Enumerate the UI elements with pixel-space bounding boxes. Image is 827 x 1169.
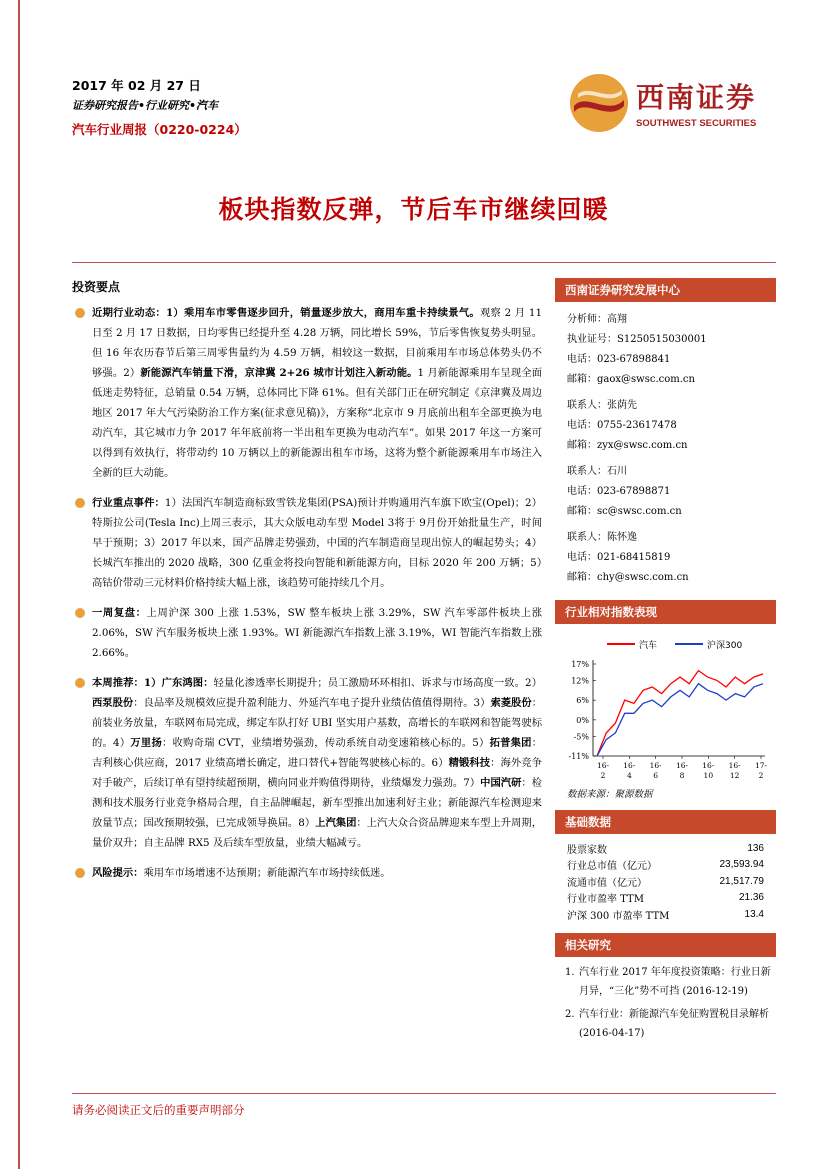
x-tick-label: 16-	[728, 761, 741, 770]
left-accent-bar	[18, 0, 20, 1169]
row-value: 13.4	[744, 908, 764, 920]
x-tick-label: 2	[600, 771, 606, 780]
bullet-bold-text: 西泵股份	[92, 697, 134, 709]
report-date: 2017 年 02 月 27 日	[72, 78, 201, 93]
legend-label-auto: 汽车	[639, 641, 658, 651]
related-item-date: (2016-12-19)	[679, 985, 748, 997]
summary-bullets	[72, 303, 542, 883]
index-chart	[555, 624, 776, 784]
summary-bullet	[72, 303, 542, 483]
summary-bullet	[72, 673, 542, 853]
contact-line: 邮箱：chy@swsc.com.cn	[567, 572, 689, 583]
contact-line: 联系人：陈怀逸	[567, 532, 637, 543]
bullet-bold-text: 万里扬	[130, 737, 162, 749]
row-value: 136	[747, 842, 764, 854]
table-row	[555, 890, 776, 907]
basic-data-table	[555, 840, 776, 923]
x-tick-label: 16-	[623, 761, 636, 770]
row-label: 流通市值（亿元）	[567, 877, 647, 889]
legend-label-hs300: 沪深300	[707, 641, 743, 651]
bullet-bold-text: 精锻科技	[448, 757, 491, 769]
x-tick-label: 17-	[754, 761, 768, 770]
row-value: 21.36	[738, 892, 764, 904]
related-research-list	[555, 963, 776, 1043]
contact-group	[567, 310, 776, 390]
row-label: 行业总市值（亿元）	[567, 861, 657, 873]
related-heading: 相关研究	[555, 933, 776, 957]
bullet-text: 轻量化渗透率长期提升；员工激励环环相扣、诉求与市场高度一致。2）	[213, 677, 542, 689]
contact-line: 电话：021-68415819	[567, 552, 671, 563]
bullet-bold-text: 本周推荐：1）广东鸿图：	[92, 677, 214, 689]
chart-source: 数据来源：聚源数据	[567, 789, 653, 800]
bullet-bold-text: 中国汽研	[480, 777, 522, 789]
divider	[72, 262, 776, 263]
bullet-text: ：良品率及规模效应提升盈利能力、外延汽车电子提升业绩估值值得期待。3）	[133, 697, 491, 709]
bullet-text: ：检测和技术服务行业竞争格局合理，自主品牌崛起，新车型推出加速利好主业；新能源汽车检测迎来放量节点；国改预期较强，已完成领导换届。8）	[92, 777, 542, 829]
bullet-text: 上周沪深 300 上涨 1.53%，SW 整车板块上涨 3.29%，SW 汽车零部件板块上涨 2.06%，SW 汽车服务板块上涨 1.93%。WI 新能源汽车指数上涨 3.19%，WI 智能汽车指数上涨 2.66%。	[92, 607, 542, 659]
index-chart-svg	[555, 624, 776, 784]
series-line-hs300	[597, 684, 763, 756]
bullet-text: ：上汽大众合资品牌迎来车型上升周期，量价双升；自主品牌 RX5 及后续车型放量，业绩大幅减亏。	[92, 817, 542, 849]
x-tick-label: 8	[679, 771, 685, 780]
contact-line: 联系人：张荫先	[567, 400, 637, 411]
related-item-number: 2.	[565, 1008, 575, 1020]
bullet-bold-text: 上汽集团	[315, 817, 357, 829]
bullet-bold-text: 新能源汽车销量下滑，京津冀 2+26 城市计划注入新动能。	[140, 367, 418, 379]
index-chart-heading: 行业相对指数表现	[555, 600, 776, 624]
bullet-text: ：前装业务放量，车联网布局完成，绑定车队打好 UBI 坚实用户基数，高增长的车联网和智能驾驶标的。4）	[92, 697, 542, 749]
table-row	[555, 857, 776, 874]
bullet-text: ：收购奇瑞 CVT，业绩增势强劲，传动系统自动变速箱核心标的。5）	[161, 737, 490, 749]
table-row	[555, 873, 776, 890]
footer-divider	[72, 1093, 776, 1094]
bullet-text: 1 月新能源乘用车呈现全面低迷走势特征，总销量 0.54 万辆，总体同比下降 61%。但有关部门正在研究制定《京津冀及周边地区 2017 年大气污染防治工作方案(征求意见稿)》，方案称“北京市 9 月底前出租车全部更换为电动汽车，其它城市力争 2017 年年底前将一半出租车更换为电动汽车”。如果 2017 年这一方案可以得到有效执行，将带动约 10 万辆以上的新能源出租车市场，这将为整个新能源乘用车市场注入全新的巨大动能。	[92, 367, 542, 479]
contact-line: 电话：0755-23617478	[567, 420, 677, 431]
contact-line: 邮箱：zyx@swsc.com.cn	[567, 440, 688, 451]
analyst-contacts	[555, 310, 776, 588]
company-logo	[568, 72, 768, 138]
related-item-number: 1.	[565, 966, 575, 978]
x-tick-label: 10	[703, 771, 714, 780]
x-tick-label: 16-	[649, 761, 662, 770]
basic-data-heading: 基础数据	[555, 810, 776, 834]
bullet-bold-text: 行业重点事件：	[92, 497, 165, 509]
x-tick-label: 4	[626, 771, 632, 780]
weekly-title: 汽车行业周报（0220-0224）	[72, 122, 247, 137]
bullet-text: ：海外竞争对手破产，后续订单有望持续超预期，横向同业并购值得期待，业绩爆发力强劲。7）	[92, 757, 543, 789]
related-item-title: 汽车行业 2017 年年度投资策略：行业日新月异，“三化”势不可挡	[579, 966, 771, 997]
y-tick-label: 6%	[576, 696, 589, 706]
contact-line: 电话：023-67898871	[567, 486, 671, 497]
related-item[interactable]	[555, 1005, 776, 1043]
contact-group	[567, 528, 776, 588]
contact-line: 联系人：石川	[567, 466, 627, 477]
bullet-bold-text: 拓普集团	[489, 737, 532, 749]
contact-group	[567, 462, 776, 522]
row-label: 股票家数	[567, 844, 607, 856]
bullet-bold-text: 近期行业动态：1）乘用车市零售逐步回升，销量逐步放大，商用车重卡持续景气。	[92, 307, 480, 319]
investment-summary	[72, 278, 542, 893]
y-tick-label: 12%	[571, 676, 589, 686]
bullet-bold-text: 一周复盘：	[92, 607, 147, 619]
x-tick-label: 2	[758, 771, 764, 780]
logo-cn-text: 西南证券	[636, 81, 757, 114]
summary-bullet	[72, 863, 542, 883]
logo-en-text: SOUTHWEST SECURITIES	[636, 118, 757, 129]
table-row	[555, 840, 776, 857]
x-tick-label: 16-	[675, 761, 689, 770]
report-type: 证券研究报告•行业研究•汽车	[72, 99, 219, 112]
x-tick-label: 16-	[596, 761, 610, 770]
bullet-text: ：吉利核心供应商，2017 业绩高增长确定，进口替代+智能驾驶核心标的。6）	[92, 737, 542, 769]
row-label: 沪深 300 市盈率 TTM	[567, 910, 670, 922]
research-center-heading: 西南证券研究发展中心	[555, 278, 776, 302]
row-value: 23,593.94	[719, 859, 764, 871]
x-tick-label: 16-	[702, 761, 715, 770]
footer-disclaimer: 请务必阅读正文后的重要声明部分	[72, 1103, 245, 1117]
related-item-title: 汽车行业：新能源汽车免征购置税目录解析	[579, 1008, 769, 1020]
contact-line: 执业证号：S1250515030001	[567, 334, 707, 345]
related-item[interactable]	[555, 963, 776, 1001]
related-item-date: (2016-04-17)	[579, 1027, 645, 1039]
summary-bullet	[72, 603, 542, 663]
row-label: 行业市盈率 TTM	[567, 894, 644, 906]
bullet-bold-text: 索菱股份	[490, 697, 532, 709]
contact-group	[567, 396, 776, 456]
page-title: 板块指数反弹，节后车市继续回暖	[218, 195, 609, 224]
table-row	[555, 906, 776, 923]
y-tick-label: 0%	[576, 715, 589, 725]
contact-line: 邮箱：gaox@swsc.com.cn	[567, 374, 695, 385]
x-tick-label: 6	[653, 771, 659, 780]
bullet-text: 乘用车市场增速不达预期；新能源汽车市场持续低迷。	[143, 867, 391, 879]
contact-line: 电话：023-67898841	[567, 354, 671, 365]
bullet-text: 1）法国汽车制造商标致雪铁龙集团(PSA)预计并购通用汽车旗下欧宝(Opel)；2）特斯拉公司(Tesla Inc)上周三表示，其大众版电动车型 Model 3将于 9月份开始批量生产，时间早于预期；3）2017 年以来，国产品牌走势强劲，中国的汽车制造商呈现出惊人的崛起势头；4）长城汽车推出的 2020 战略，300 亿重金将投向智能和新能源方向，目标 2020 年 200 万辆；5）高钴价带动三元材料价格持续大幅上涨，该趋势可能持续几个月。	[92, 497, 543, 589]
y-tick-label: -11%	[568, 752, 589, 761]
summary-bullet	[72, 493, 542, 593]
y-tick-label: 17%	[571, 660, 589, 669]
x-tick-label: 12	[729, 771, 740, 780]
sidebar	[555, 278, 776, 1047]
logo-mark-icon	[568, 72, 630, 134]
summary-heading: 投资要点	[72, 280, 121, 294]
contact-line: 分析师：高翔	[567, 314, 627, 325]
bullet-text: 观察 2 月 11 日至 2 月 17 日数据，日均零售已经提升至 4.28 万辆，同比增长 59%，节后零售恢复势头明显。但 16 年农历春节后第三周零售量约为 4.59 万辆，相较这一数据，目前乘用车市场总体势头仍不够强。2）	[92, 307, 542, 379]
y-tick-label: -5%	[573, 732, 589, 742]
series-line-auto	[597, 671, 763, 756]
bullet-bold-text: 风险提示：	[92, 867, 144, 879]
row-value: 21,517.79	[719, 875, 764, 887]
contact-line: 邮箱：sc@swsc.com.cn	[567, 506, 682, 517]
